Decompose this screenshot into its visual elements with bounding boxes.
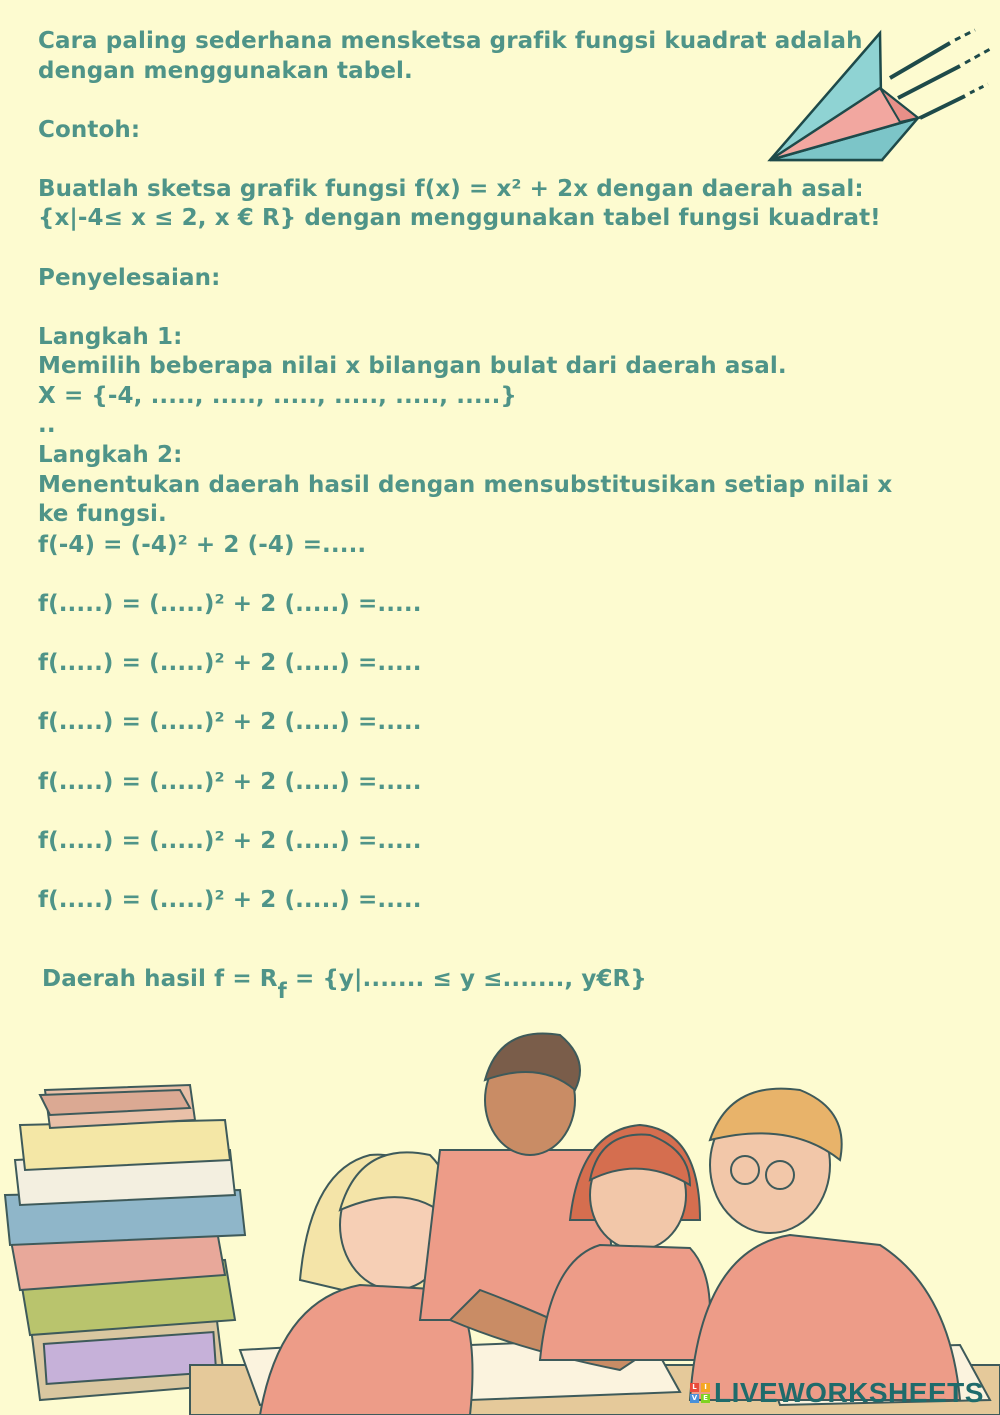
equation-5: f(.....) = (.....)² + 2 (.....) =..... (38, 769, 422, 795)
equation-6: f(.....) = (.....)² + 2 (.....) =..... (38, 828, 422, 854)
range-statement (42, 966, 647, 1003)
step1-dots: .. (38, 412, 56, 438)
students-studying-illustration (0, 1020, 1000, 1415)
equation-3: f(.....) = (.....)² + 2 (.....) =..... (38, 650, 422, 676)
logo-block-e: E (701, 1394, 710, 1403)
example-heading: Contoh: (38, 117, 141, 143)
logo-block-i: I (701, 1383, 710, 1392)
logo-blocks-icon (690, 1383, 710, 1403)
step1-set: X = {-4, ....., ....., ....., ....., ....., .....} (38, 383, 517, 409)
logo-block-v: V (691, 1394, 698, 1402)
step2-title: Langkah 2: (38, 442, 183, 468)
equation-1: f(-4) = (-4)² + 2 (-4) =..... (38, 532, 367, 558)
intro-line-1: Cara paling sederhana mensketsa grafik fungsi kuadrat adalah (38, 28, 863, 54)
step2-text-line-1: Menentukan daerah hasil dengan mensubstitusikan setiap nilai x (38, 472, 893, 498)
step1-text: Memilih beberapa nilai x bilangan bulat dari daerah asal. (38, 353, 787, 379)
logo-text: LIVEWORKSHEETS (714, 1377, 984, 1408)
step2-text-line-2: ke fungsi. (38, 501, 167, 527)
range-prefix: Daerah hasil f = R (42, 966, 278, 992)
logo-block-l: L (690, 1383, 699, 1392)
intro-line-2: dengan menggunakan tabel. (38, 58, 413, 84)
student-4-illustration (690, 1089, 960, 1400)
task-line-2: {x|-4≤ x ≤ 2, x € R} dengan menggunakan tabel fungsi kuadrat! (38, 205, 881, 231)
range-subscript: f (277, 979, 287, 1003)
step1-title: Langkah 1: (38, 324, 183, 350)
equation-7: f(.....) = (.....)² + 2 (.....) =..... (38, 887, 422, 913)
liveworksheets-logo (690, 1376, 984, 1410)
equation-4: f(.....) = (.....)² + 2 (.....) =..... (38, 709, 422, 735)
solution-heading: Penyelesaian: (38, 265, 221, 291)
equation-2: f(.....) = (.....)² + 2 (.....) =..... (38, 591, 422, 617)
task-line-1: Buatlah sketsa grafik fungsi f(x) = x² + 2x dengan daerah asal: (38, 176, 864, 202)
book-stack-illustration (5, 1085, 245, 1400)
range-suffix: = {y|....... ≤ y ≤......., y€R} (286, 966, 647, 992)
